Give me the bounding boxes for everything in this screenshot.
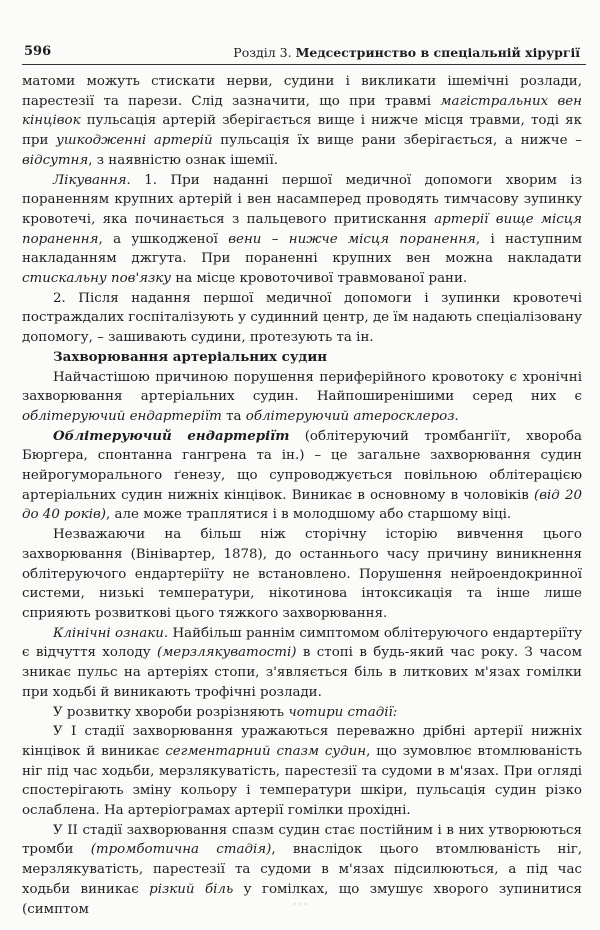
running-header bbox=[22, 44, 586, 65]
running-title bbox=[233, 45, 580, 60]
paragraph-stages-intro: У розвитку хвороби розрізняють чотири стадії: bbox=[53, 704, 398, 720]
section-label: Розділ 3. bbox=[233, 45, 292, 60]
paragraph-treatment: Лікування. 1. При наданні першої медичної допомоги хворим із пораненням крупних артерій і вен насамперед проводять тимчасову зупинку кровотечі, яка починається з пальцевого притискання артерії вище місця поранення, а ушкодженої вени – нижче місця поранення, і наступним накладанням джгута. При пораненні крупних вен можна накладати стискальну пов'язку на місце кровоточивої травмованої рани. bbox=[22, 172, 582, 287]
paragraph-clinical-signs: Клінічні ознаки. Найбільш раннім симптомом облітеруючого ендартеріїту є відчуття холоду (мерзлякуватості) в стопі в будь-який час року. З часом зникає пульс на артеріях стопи, з'являється біль в литкових м'язах гомілки при ходьбі й виникають трофічні розлади. bbox=[22, 625, 583, 700]
page-number: 596 bbox=[24, 44, 52, 59]
paragraph-hospitalization: 2. Після надання першої медичної допомоги і зупинки кровотечі постраждалих госпіталізують у судинний центр, де їм надають спеціалізовану допомогу, – зашивають судини, протезують та ін. bbox=[22, 290, 582, 346]
paragraph-history: Незважаючи на більш ніж сторічну історію вивчення цього захворювання (Вінівартер, 1878), до останнього часу причину виникнення облітеруючого ендартеріїту не встановлено. Порушення нейроендокринної системи, низькі температури, нікотинова інтоксикація та інше лише сприяють розвиткові цього тяжкого захворювання. bbox=[22, 527, 582, 621]
paragraph-stage-1: У I стадії захворювання уражаються переважно дрібні артерії нижніх кінцівок й виникає сегментарний спазм судин, що зумовлює втомлюваність ніг під час ходьби, мерзлякуватість, парестезії та судоми в м'язах. При огляді спостерігають зміну кольору і температури шкіри, пульсація судин різко ослаблена. На артеріограмах артерії гомілки прохідні. bbox=[22, 724, 582, 819]
page-body bbox=[22, 72, 582, 919]
section-heading: Захворювання артеріальних судин bbox=[53, 348, 328, 365]
paragraph-endarteritis: Облітеруючий ендартеріїт (облітеруючий тромбангіїт, хвороба Бюргера, спонтанна гангрена та ін.) – це загальне захворювання судин нейрогуморального ґенезу, що супроводжується повільною облітерацією артеріальних судин нижніх кінцівок. Виникає в основному в чоловіків (від 20 до 40 років), але може траплятися і в молодшому або старшому віці. bbox=[22, 427, 582, 523]
chapter-title: Медсестринство в спеціальній хірургії bbox=[295, 45, 580, 60]
paragraph-1: матоми можуть стискати нерви, судини і викликати ішемічні розлади, парестезії та парези. Слід зазначити, що при травмі магістральних вен кінцівок пульсація артерій зберігається вище і нижче місця травми, тоді як при ушкодженні артерій пульсація їх вище рани зберігається, а нижче – відсутня, з наявністю ознак ішемії. bbox=[22, 74, 583, 168]
scan-artifact: · · · bbox=[293, 900, 307, 909]
paragraph-stage-2: У II стадії захворювання спазм судин стає постійним і в них утворюються тромби (тромботична стадія), внаслідок цього втомлюваність ніг, мерзлякуватість, парестезії та судоми в м'язах підсилюються, а під час ходьби виникає різкий біль у гомілках, що змушує хворого зупинитися (симптом bbox=[22, 822, 582, 917]
paragraph-chronic-diseases: Найчастішою причиною порушення периферійного кровотоку є хронічні захворювання артеріальних судин. Найпоширенішими серед них є облітеруючий ендартеріїт та облітеруючий атеросклероз. bbox=[22, 369, 582, 424]
